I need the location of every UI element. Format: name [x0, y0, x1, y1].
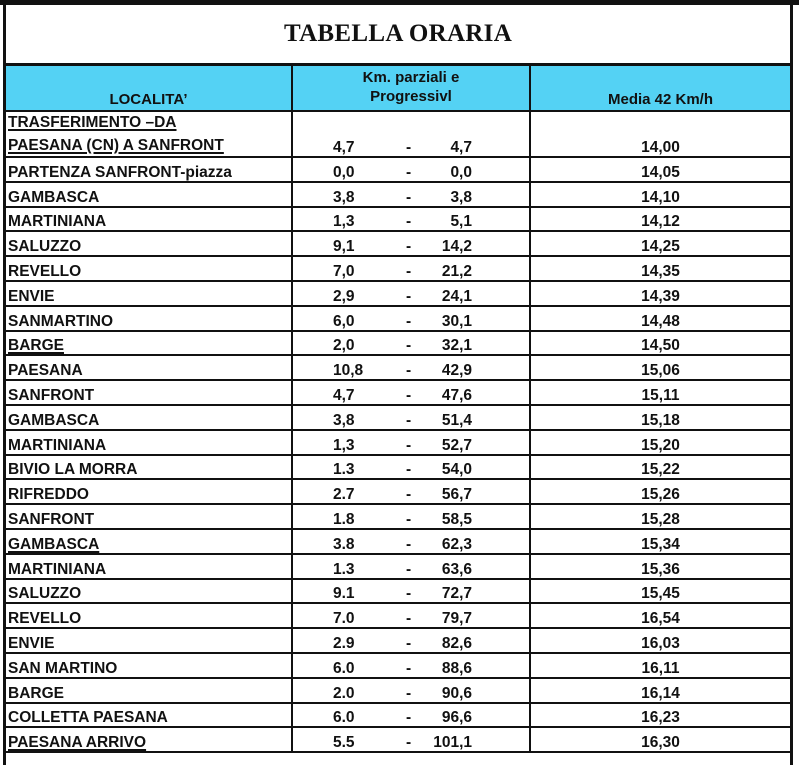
table-row: [6, 604, 790, 629]
cell-km: [293, 257, 531, 282]
cell-localita: [6, 604, 293, 629]
km-separator: -: [406, 312, 412, 330]
localita-text: PAESANA ARRIVO: [8, 734, 147, 752]
km-parziali: 3,8: [333, 411, 355, 429]
cell-orario: [531, 505, 790, 530]
cell-orario: [531, 654, 790, 679]
table-row: [6, 480, 790, 505]
km-progressivi: 30,1: [441, 312, 472, 330]
orario-text: 16,54: [641, 610, 680, 628]
cell-km: [293, 704, 531, 729]
orario-text: 14,39: [641, 287, 680, 305]
header-km: [293, 66, 531, 110]
orario-text: 16,14: [641, 684, 680, 702]
orario-text: 14,12: [641, 213, 680, 231]
cell-km: [293, 332, 531, 357]
localita-text: COLLETTA PAESANA: [8, 709, 168, 727]
km-parziali: 4,7: [333, 139, 355, 156]
localita-text: SANMARTINO: [8, 312, 114, 330]
km-parziali: 5.5: [333, 734, 355, 752]
km-progressivi: 24,1: [441, 287, 472, 305]
orario-text: 15,36: [641, 560, 680, 578]
table-row: [6, 704, 790, 729]
km-separator: -: [406, 461, 412, 479]
orario-text: 16,23: [641, 709, 680, 727]
km-separator: -: [406, 287, 412, 305]
cell-orario: [531, 381, 790, 406]
km-progressivi: 90,6: [441, 684, 472, 702]
cell-km: [293, 183, 531, 208]
table-row: [6, 110, 790, 158]
localita-text: SAN MARTINO: [8, 659, 118, 677]
cell-localita: [6, 555, 293, 580]
cell-km: [293, 158, 531, 183]
cell-localita: [6, 431, 293, 456]
km-progressivi: 32,1: [441, 337, 472, 355]
km-parziali: 3.8: [333, 535, 355, 553]
km-progressivi: 21,2: [441, 262, 472, 280]
km-parziali: 1.3: [333, 461, 355, 479]
km-progressivi: 63,6: [441, 560, 472, 578]
table-row: [6, 505, 790, 530]
orario-text: 15,45: [641, 585, 680, 603]
cell-km: [293, 580, 531, 605]
km-separator: -: [406, 535, 412, 553]
km-progressivi: 14,2: [441, 238, 472, 256]
km-parziali: 7.0: [333, 610, 355, 628]
localita-text: MARTINIANA: [8, 436, 107, 454]
table-row: [6, 580, 790, 605]
km-progressivi: 88,6: [441, 659, 472, 677]
orario-text: 15,20: [641, 436, 680, 454]
table-row: [6, 381, 790, 406]
km-progressivi: 0,0: [450, 163, 472, 181]
orario-text: 15,28: [641, 510, 680, 528]
table-body: [6, 110, 790, 753]
header-km-line1: Km. parziali e: [362, 69, 460, 86]
km-separator: -: [406, 659, 412, 677]
cell-localita: [6, 406, 293, 431]
cell-orario: [531, 110, 790, 158]
cell-orario: [531, 356, 790, 381]
km-parziali: 1,3: [333, 213, 355, 231]
km-parziali: 2.9: [333, 634, 355, 652]
cell-localita: [6, 208, 293, 233]
header-km-line2: Progressivl: [370, 88, 452, 105]
cell-orario: [531, 580, 790, 605]
table-row: [6, 282, 790, 307]
orario-text: 14,35: [641, 262, 680, 280]
cell-km: [293, 456, 531, 481]
orario-text: 14,48: [641, 312, 680, 330]
km-parziali: 3,8: [333, 188, 355, 206]
cell-orario: [531, 704, 790, 729]
cell-orario: [531, 555, 790, 580]
localita-text: ENVIE: [8, 634, 55, 652]
orario-text: 14,50: [641, 337, 680, 355]
km-separator: -: [406, 411, 412, 429]
cell-localita: [6, 183, 293, 208]
cell-localita: [6, 381, 293, 406]
localita-text: GAMBASCA: [8, 535, 100, 553]
table-row: [6, 307, 790, 332]
km-progressivi: 96,6: [441, 709, 472, 727]
km-progressivi: 62,3: [441, 535, 472, 553]
localita-text: TRASFERIMENTO –DA PAESANA (CN) A SANFRONT: [8, 114, 224, 154]
km-separator: -: [406, 610, 412, 628]
orario-text: 16,03: [641, 634, 680, 652]
cell-orario: [531, 208, 790, 233]
cell-orario: [531, 158, 790, 183]
km-separator: -: [406, 486, 412, 504]
table-row: [6, 183, 790, 208]
cell-orario: [531, 480, 790, 505]
km-parziali: 2,9: [333, 287, 355, 305]
cell-orario: [531, 728, 790, 753]
cell-km: [293, 381, 531, 406]
cell-km: [293, 232, 531, 257]
km-progressivi: 3,8: [450, 188, 472, 206]
cell-km: [293, 654, 531, 679]
orario-text: 15,11: [641, 386, 680, 404]
table-row: [6, 654, 790, 679]
cell-localita: [6, 110, 293, 158]
localita-text: BARGE: [8, 337, 64, 355]
cell-km: [293, 679, 531, 704]
cell-km: [293, 530, 531, 555]
table-header: [6, 66, 790, 112]
cell-orario: [531, 307, 790, 332]
cell-localita: [6, 580, 293, 605]
km-separator: -: [406, 684, 412, 702]
cell-orario: [531, 604, 790, 629]
km-parziali: 0,0: [333, 163, 355, 181]
cell-orario: [531, 629, 790, 654]
km-separator: -: [406, 560, 412, 578]
table-row: [6, 456, 790, 481]
km-separator: -: [406, 585, 412, 603]
row-divider: [6, 751, 790, 753]
cell-orario: [531, 282, 790, 307]
table-row: [6, 208, 790, 233]
localita-text: ENVIE: [8, 287, 55, 305]
orario-text: 16,30: [641, 734, 680, 752]
cell-km: [293, 282, 531, 307]
localita-text: GAMBASCA: [8, 188, 100, 206]
cell-km: [293, 356, 531, 381]
localita-text: PARTENZA SANFRONT-piazza: [8, 163, 232, 181]
orario-text: 15,22: [641, 461, 680, 479]
localita-text: BARGE: [8, 684, 64, 702]
table-row: [6, 629, 790, 654]
cell-localita: [6, 158, 293, 183]
cell-localita: [6, 728, 293, 753]
table-row: [6, 728, 790, 753]
orario-text: 14,05: [641, 163, 680, 181]
km-parziali: 4,7: [333, 386, 355, 404]
km-separator: -: [406, 188, 412, 206]
km-parziali: 2.7: [333, 486, 355, 504]
orario-text: 14,10: [641, 188, 680, 206]
cell-km: [293, 431, 531, 456]
table-row: [6, 158, 790, 183]
orario-text: 14,25: [641, 238, 680, 256]
localita-text: BIVIO LA MORRA: [8, 461, 138, 479]
table-title: TABELLA ORARIA: [6, 5, 790, 66]
km-parziali: 1.8: [333, 510, 355, 528]
km-separator: -: [406, 213, 412, 231]
table-row: [6, 356, 790, 381]
km-progressivi: 51,4: [441, 411, 472, 429]
km-separator: -: [406, 436, 412, 454]
localita-text: REVELLO: [8, 262, 82, 280]
km-separator: -: [406, 386, 412, 404]
orario-text: 15,26: [641, 486, 680, 504]
table-row: [6, 232, 790, 257]
km-parziali: 6.0: [333, 659, 355, 677]
km-progressivi: 56,7: [441, 486, 472, 504]
km-separator: -: [406, 634, 412, 652]
cell-orario: [531, 183, 790, 208]
cell-km: [293, 629, 531, 654]
cell-orario: [531, 232, 790, 257]
cell-km: [293, 505, 531, 530]
cell-km: [293, 110, 531, 158]
header-localita: LOCALITA’: [6, 66, 293, 110]
cell-localita: [6, 356, 293, 381]
table-row: [6, 530, 790, 555]
cell-localita: [6, 530, 293, 555]
localita-text: SANFRONT: [8, 386, 95, 404]
km-parziali: 2,0: [333, 337, 355, 355]
localita-text: RIFREDDO: [8, 486, 89, 504]
cell-orario: [531, 406, 790, 431]
km-separator: -: [406, 163, 412, 181]
cell-localita: [6, 505, 293, 530]
cell-localita: [6, 282, 293, 307]
localita-text: GAMBASCA: [8, 411, 100, 429]
cell-km: [293, 555, 531, 580]
table-row: [6, 332, 790, 357]
orario-text: 15,34: [641, 535, 680, 553]
km-progressivi: 47,6: [441, 386, 472, 404]
km-parziali: 10,8: [333, 362, 364, 380]
cell-localita: [6, 480, 293, 505]
orario-text: 14,00: [641, 139, 680, 156]
km-parziali: 1.3: [333, 560, 355, 578]
orario-text: 16,11: [641, 659, 680, 677]
orario-text: 15,18: [641, 411, 680, 429]
km-separator: -: [406, 238, 412, 256]
km-parziali: 9.1: [333, 585, 355, 603]
table-row: [6, 679, 790, 704]
km-progressivi: 58,5: [441, 510, 472, 528]
km-parziali: 6,0: [333, 312, 355, 330]
km-progressivi: 79,7: [441, 610, 472, 628]
cell-orario: [531, 257, 790, 282]
km-parziali: 1,3: [333, 436, 355, 454]
cell-km: [293, 307, 531, 332]
km-separator: -: [406, 709, 412, 727]
table-row: [6, 406, 790, 431]
table-row: [6, 257, 790, 282]
cell-orario: [531, 332, 790, 357]
orario-text: 15,06: [641, 362, 680, 380]
km-progressivi: 4,7: [450, 139, 472, 156]
localita-text: SANFRONT: [8, 510, 95, 528]
localita-text: SALUZZO: [8, 238, 82, 256]
cell-km: [293, 208, 531, 233]
km-separator: -: [406, 139, 412, 156]
km-progressivi: 101,1: [433, 734, 472, 752]
cell-orario: [531, 530, 790, 555]
cell-orario: [531, 679, 790, 704]
cell-localita: [6, 232, 293, 257]
km-progressivi: 5,1: [450, 213, 472, 231]
localita-text: MARTINIANA: [8, 213, 107, 231]
cell-localita: [6, 307, 293, 332]
cell-localita: [6, 654, 293, 679]
km-parziali: 7,0: [333, 262, 355, 280]
table-row: [6, 555, 790, 580]
km-separator: -: [406, 362, 412, 380]
km-progressivi: 54,0: [441, 461, 472, 479]
localita-text: MARTINIANA: [8, 560, 107, 578]
km-separator: -: [406, 510, 412, 528]
cell-km: [293, 728, 531, 753]
km-separator: -: [406, 262, 412, 280]
km-progressivi: 52,7: [441, 436, 472, 454]
cell-localita: [6, 679, 293, 704]
localita-text: PAESANA: [8, 362, 83, 380]
header-media: Media 42 Km/h: [607, 91, 714, 108]
cell-localita: [6, 629, 293, 654]
cell-km: [293, 406, 531, 431]
km-progressivi: 82,6: [441, 634, 472, 652]
cell-localita: [6, 704, 293, 729]
localita-text: SALUZZO: [8, 585, 82, 603]
cell-orario: [531, 456, 790, 481]
cell-km: [293, 604, 531, 629]
km-parziali: 9,1: [333, 238, 355, 256]
cell-km: [293, 480, 531, 505]
km-separator: -: [406, 734, 412, 752]
km-separator: -: [406, 337, 412, 355]
table-row: [6, 431, 790, 456]
km-parziali: 6.0: [333, 709, 355, 727]
km-progressivi: 72,7: [441, 585, 472, 603]
cell-localita: [6, 456, 293, 481]
cell-localita: [6, 332, 293, 357]
km-progressivi: 42,9: [441, 362, 472, 380]
km-parziali: 2.0: [333, 684, 355, 702]
cell-orario: [531, 431, 790, 456]
localita-text: REVELLO: [8, 610, 82, 628]
cell-localita: [6, 257, 293, 282]
